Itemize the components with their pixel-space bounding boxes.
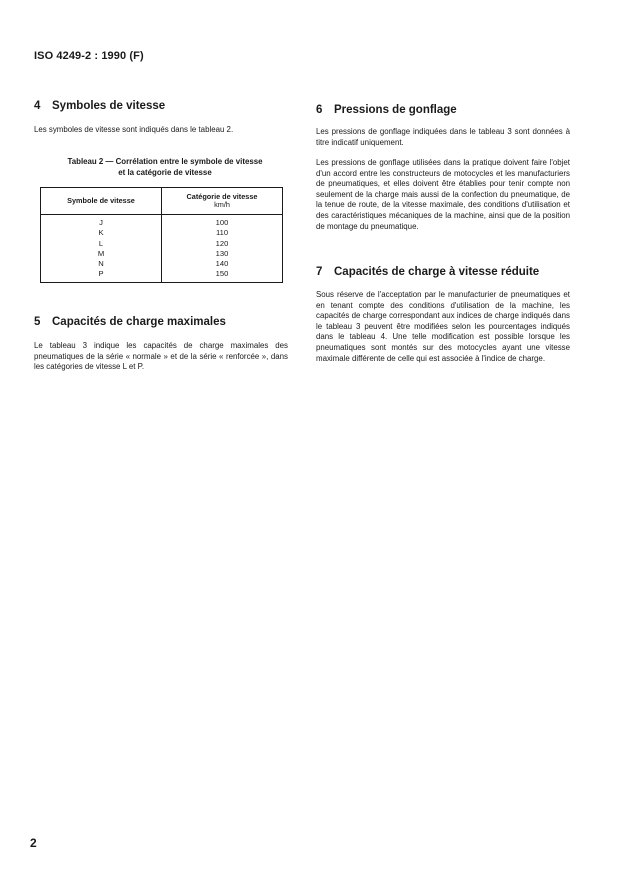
table-row	[41, 259, 283, 269]
section-7-title: Capacités de charge à vitesse réduite	[334, 266, 540, 278]
table-2-header-symbol: Symbole de vitesse	[41, 188, 162, 215]
table-row	[41, 239, 283, 249]
table-row	[41, 249, 283, 259]
table-cell-speed: 110	[162, 228, 283, 238]
table-row	[41, 215, 283, 229]
table-row	[41, 269, 283, 282]
section-6-number: 6	[316, 104, 323, 116]
page-number: 2	[30, 836, 37, 850]
table-2-header-unit: km/h	[214, 200, 230, 209]
table-2-header-category-label: Catégorie de vitesse	[186, 191, 258, 201]
table-2-header-category	[162, 188, 283, 215]
table-cell-speed: 130	[162, 249, 283, 259]
section-6-heading	[316, 104, 457, 116]
section-6-paragraph-1: Les pressions de gonflage indiquées dans le tableau 3 sont données à titre indicatif uniquement.	[316, 127, 570, 147]
table-2	[40, 187, 283, 283]
section-7-number: 7	[316, 266, 323, 278]
table-cell-speed: 140	[162, 259, 283, 269]
section-6-paragraph-2: Les pressions de gonflage utilisées dans la pratique doivent faire l'objet d'un accord entre les constructeurs de motocycles et les manufacturiers de pneumatiques, et elles doivent être établies pour tenir compte non seulement de la charge mais aussi de la confection du pneumatique, de la tenue de route, de la vitesse maximale, des conditions d'utilisation et des caractéristiques mécaniques de la machine, ainsi que de la position de montage du pneumatique.	[316, 158, 570, 231]
table-cell-speed: 150	[162, 269, 283, 282]
section-4-text: Les symboles de vitesse sont indiqués dans le tableau 2.	[34, 125, 234, 134]
table-2-caption	[34, 157, 296, 178]
table-cell-symbol: L	[41, 239, 162, 249]
table-cell-symbol: K	[41, 228, 162, 238]
table-2-caption-line-2: et la catégorie de vitesse	[118, 167, 212, 177]
table-cell-symbol: M	[41, 249, 162, 259]
table-cell-symbol: N	[41, 259, 162, 269]
table-2-caption-line-1: Tableau 2 — Corrélation entre le symbole de vitesse	[67, 157, 263, 166]
section-5-title: Capacités de charge maximales	[52, 316, 226, 328]
document-id: ISO 4249-2 : 1990 (F)	[34, 50, 144, 62]
table-row	[41, 228, 283, 238]
table-cell-symbol: J	[41, 215, 162, 229]
section-6-title: Pressions de gonflage	[334, 104, 457, 116]
section-4-heading	[34, 100, 165, 112]
section-4-title: Symboles de vitesse	[52, 100, 166, 112]
section-5-number: 5	[34, 316, 41, 328]
section-4-number: 4	[34, 100, 41, 112]
section-7-heading	[316, 266, 539, 278]
section-5-text: Le tableau 3 indique les capacités de charge maximales des pneumatiques de la série « normale » et de la série « renforcée », dans les catégories de vitesse L et P.	[34, 341, 288, 372]
table-cell-speed: 100	[162, 215, 283, 229]
table-cell-speed: 120	[162, 239, 283, 249]
section-7-text: Sous réserve de l'acceptation par le manufacturier de pneumatiques et en tenant compte des conditions d'utilisation de la machine, les capacités de charge correspondant aux indices de charge indiqués dans le tableau 3 peuvent être modifiées selon les pourcentages indiqués dans le tableau 4. Une telle modification est possible lorsque les pneumatiques sont montés sur des motocycles ayant une vitesse maximale différente de celle qui est associée à l'indice de charge.	[316, 290, 570, 363]
table-cell-symbol: P	[41, 269, 162, 282]
section-5-heading	[34, 316, 226, 328]
